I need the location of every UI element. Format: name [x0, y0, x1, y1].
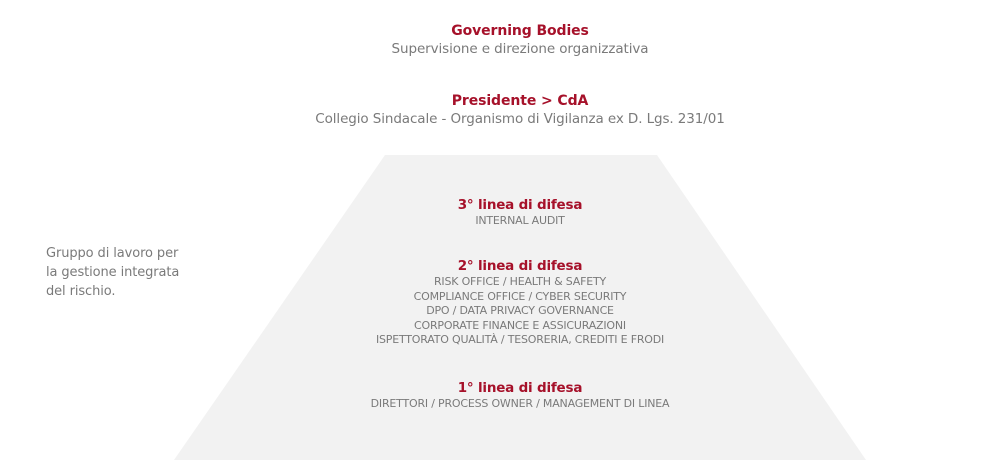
level-2-title: 2° linea di difesa [457, 258, 583, 274]
level-1-block [0, 379, 1005, 412]
level-2-item: DPO / DATA PRIVACY GOVERNANCE [426, 304, 614, 317]
governing-bodies-subtitle: Supervisione e direzione organizzativa [391, 41, 649, 57]
level-2-block [0, 257, 1005, 348]
level-1-item: DIRETTORI / PROCESS OWNER / MANAGEMENT DI LINEA [370, 397, 670, 410]
level-3-block [0, 196, 1005, 229]
level-1-title: 1° linea di difesa [457, 380, 583, 396]
level-2-item: COMPLIANCE OFFICE / CYBER SECURITY [413, 289, 627, 303]
side-note-line: la gestione integrata [46, 265, 180, 280]
side-note-line: Gruppo di lavoro per [46, 246, 179, 261]
level-3-title: 3° linea di difesa [457, 197, 583, 213]
level-2-item: CORPORATE FINANCE E ASSICURAZIONI [414, 318, 626, 332]
level-2-item: ISPETTORATO QUALITÀ / TESORERIA, CREDITI E FRODI [375, 333, 665, 346]
level-3-item: INTERNAL AUDIT [475, 214, 565, 227]
governing-bodies-block [0, 22, 1005, 59]
board-block [0, 92, 1005, 129]
board-title: Presidente > CdA [451, 93, 589, 109]
governing-bodies-title: Governing Bodies [451, 23, 589, 39]
level-2-item: RISK OFFICE / HEALTH & SAFETY [433, 275, 606, 288]
board-subtitle: Collegio Sindacale - Organismo di Vigilanza ex D. Lgs. 231/01 [315, 111, 725, 127]
side-note-line: del rischio. [46, 284, 116, 299]
